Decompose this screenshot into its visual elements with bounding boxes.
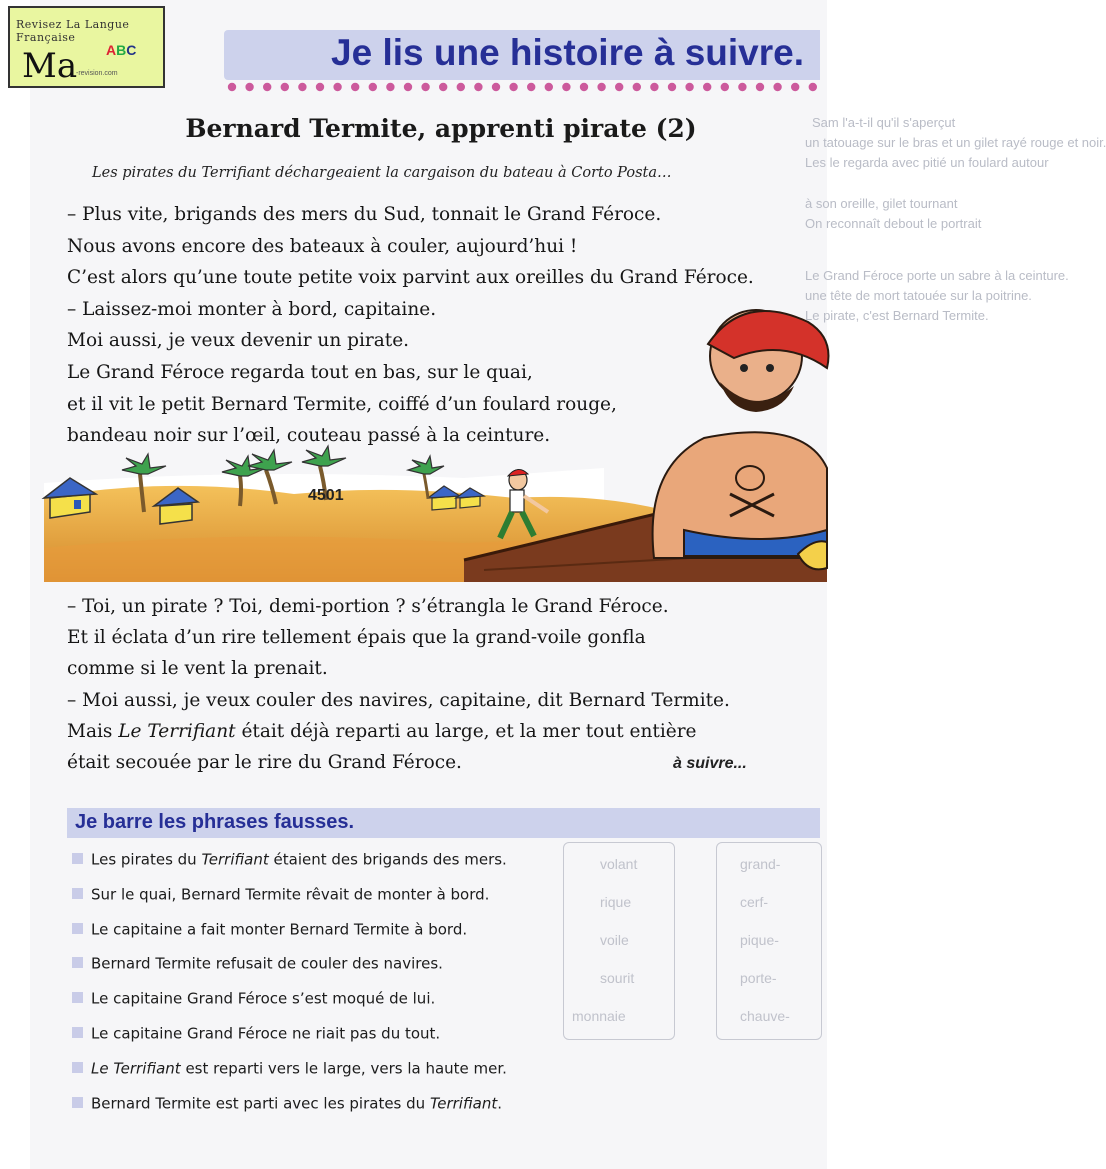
logo-tagline: Revisez La Langue Française (16, 18, 130, 44)
text-segment: était déjà reparti au large, et la mer tout entière (235, 720, 697, 742)
dot (298, 83, 306, 91)
story-line: bandeau noir sur l’œil, couteau passé à la ceinture. (67, 425, 551, 447)
dot (668, 83, 676, 91)
logo-letter: A (106, 42, 117, 58)
text-segment: Bernard Termite est parti avec les pirates du (91, 1094, 430, 1113)
bleed-word: sourit (600, 970, 635, 986)
dot (457, 83, 465, 91)
exercise-header (67, 808, 820, 838)
text-segment: Terrifiant (201, 165, 271, 181)
exercise-sentence[interactable] (72, 1059, 507, 1079)
dot (562, 83, 570, 91)
bleed-word: monnaie (572, 1008, 626, 1024)
bleed-word: grand- (740, 856, 781, 872)
bleed-line: Le Grand Féroce porte un sabre à la ceinture. (805, 268, 1069, 283)
bullet-square-icon (72, 1062, 83, 1073)
dot (650, 83, 658, 91)
bullet-square-icon (72, 992, 83, 1003)
exercise-sentence-text (91, 990, 435, 1008)
text-segment: Les pirates du (91, 850, 202, 869)
dot (791, 83, 799, 91)
bullet-square-icon (72, 888, 83, 899)
text-segment: Mais (67, 720, 119, 742)
bleed-word: rique (600, 894, 632, 910)
dot (809, 83, 817, 91)
dot (404, 83, 412, 91)
dot (527, 83, 535, 91)
bleed-word: cerf- (740, 894, 768, 910)
logo-site: -revision.com (76, 70, 118, 77)
dot (545, 83, 553, 91)
bullet-square-icon (72, 1027, 83, 1038)
dot (492, 83, 500, 91)
text-segment: Sur le quai, Bernard Termite rêvait de monter à bord. (91, 885, 490, 904)
story-title-text: Bernard Termite, apprenti pirate (2) (185, 114, 697, 143)
exercise-sentence-text (91, 851, 507, 869)
bleed-line: un tatouage sur le bras et un gilet rayé rouge et noir. (805, 135, 1106, 150)
exercise-sentence[interactable] (72, 850, 507, 870)
bleed-word: pique- (740, 932, 779, 948)
logo-letter: C (126, 42, 137, 58)
dot (245, 83, 253, 91)
text-segment: Le capitaine a fait monter Bernard Termite à bord. (91, 920, 468, 939)
dot (703, 83, 711, 91)
bleed-word: chauve- (740, 1008, 790, 1024)
exercise-sentence-text (91, 1025, 440, 1043)
story-line: était secouée par le rire du Grand Féroce. (67, 752, 462, 773)
dot (386, 83, 394, 91)
dotted-rule (224, 80, 820, 94)
bullet-square-icon (72, 923, 83, 934)
bleed-line: On reconnaît debout le portrait (805, 216, 982, 231)
dot (281, 83, 289, 91)
dot (421, 83, 429, 91)
exercise-sentence[interactable] (72, 885, 489, 905)
bleed-line: une tête de mort tatouée sur la poitrine. (805, 288, 1032, 303)
text-segment: . (497, 1094, 503, 1113)
page-margin (0, 0, 30, 1169)
italic-segment: Le Terrifiant (118, 720, 236, 742)
story-line: comme si le vent la prenait. (67, 658, 328, 680)
story-line: C’est alors qu’une toute petite voix parvint aux oreilles du Grand Féroce. (67, 267, 754, 289)
story-line (67, 721, 697, 742)
exercise-sentence-text (91, 920, 467, 938)
dot (685, 83, 693, 91)
story-line: Le Grand Féroce regarda tout en bas, sur le quai, (67, 362, 533, 383)
illustration-sign: 4501 (308, 487, 344, 504)
exercise-sentence-text (91, 955, 443, 973)
story-line: – Moi aussi, je veux couler des navires, capitaine, dit Bernard Termite. (67, 689, 730, 711)
logo-abc (106, 42, 136, 58)
story-line: – Laissez-moi monter à bord, capitaine. (67, 298, 437, 320)
exercise-sentence[interactable] (72, 1094, 502, 1114)
site-logo (8, 6, 165, 88)
bullet-square-icon (72, 853, 83, 864)
story-line: Et il éclata d’un rire tellement épais que la grand-voile gonfla (67, 627, 646, 649)
bullet-square-icon (72, 957, 83, 968)
text-segment: Bernard Termite refusait de couler des navires. (91, 954, 443, 973)
italic-segment: Les pirates du (92, 165, 202, 181)
header-banner (224, 30, 820, 80)
dot (633, 83, 641, 91)
italic-segment: déchargeaient la cargaison du bateau à Corto Posta… (270, 165, 672, 181)
story-line: – Plus vite, brigands des mers du Sud, tonnait le Grand Féroce. (67, 204, 662, 225)
italic-segment: Terrifiant (429, 1094, 498, 1113)
exercise-sentence[interactable] (72, 920, 467, 940)
italic-segment: Le Terrifiant (91, 1059, 181, 1078)
bleed-line: Les le regarda avec pitié un foulard autour (805, 155, 1049, 170)
dot (263, 83, 271, 91)
bullet-square-icon (72, 1097, 83, 1108)
dot (738, 83, 746, 91)
dot (615, 83, 623, 91)
dot (474, 83, 482, 91)
exercise-sentence[interactable] (72, 989, 435, 1009)
dot (721, 83, 729, 91)
dot (597, 83, 605, 91)
story-line: Nous avons encore des bateaux à couler, aujourd’hui ! (67, 235, 578, 257)
logo-letter: B (116, 42, 127, 58)
dot (509, 83, 517, 91)
bleed-word: porte- (740, 970, 777, 986)
story-line: et il vit le petit Bernard Termite, coiffé d’un foulard rouge, (67, 393, 617, 415)
dot (369, 83, 377, 91)
exercise-sentence-text (91, 1059, 507, 1077)
dot (316, 83, 324, 91)
text-segment: est reparti vers le large, vers la haute mer. (180, 1059, 507, 1078)
bleed-line: à son oreille, gilet tournant (805, 196, 958, 211)
exercise-sentence-text (91, 885, 489, 903)
exercise-sentence[interactable] (72, 1024, 440, 1044)
exercise-sentence-text (91, 1094, 502, 1112)
bleed-word: volant (600, 856, 638, 872)
page-title: Je lis une histoire à suivre. (331, 32, 804, 73)
bleed-word: voile (600, 932, 629, 948)
text-segment: Le capitaine Grand Féroce s’est moqué de lui. (91, 989, 436, 1008)
text-segment: étaient des brigands des mers. (268, 850, 507, 869)
text-segment: Le capitaine Grand Féroce ne riait pas du tout. (91, 1024, 441, 1043)
dot (773, 83, 781, 91)
bleed-line: Le pirate, c'est Bernard Termite. (805, 308, 989, 323)
logo-brand: Ma (22, 46, 78, 86)
dot (580, 83, 588, 91)
bleed-line: Sam l'a-t-il qu'il s'aperçut (812, 115, 956, 130)
story-intro (92, 165, 672, 181)
to-be-continued: à suivre... (673, 755, 747, 772)
exercise-title: Je barre les phrases fausses. (75, 811, 355, 833)
exercise-sentence[interactable] (72, 954, 443, 974)
dot (228, 83, 236, 91)
dot (351, 83, 359, 91)
dot (333, 83, 341, 91)
dot (756, 83, 764, 91)
dot (439, 83, 447, 91)
story-line: – Toi, un pirate ? Toi, demi-portion ? s’étrangla le Grand Féroce. (67, 596, 669, 617)
italic-segment: Terrifiant (201, 850, 269, 869)
story-line: Moi aussi, je veux devenir un pirate. (67, 330, 410, 352)
